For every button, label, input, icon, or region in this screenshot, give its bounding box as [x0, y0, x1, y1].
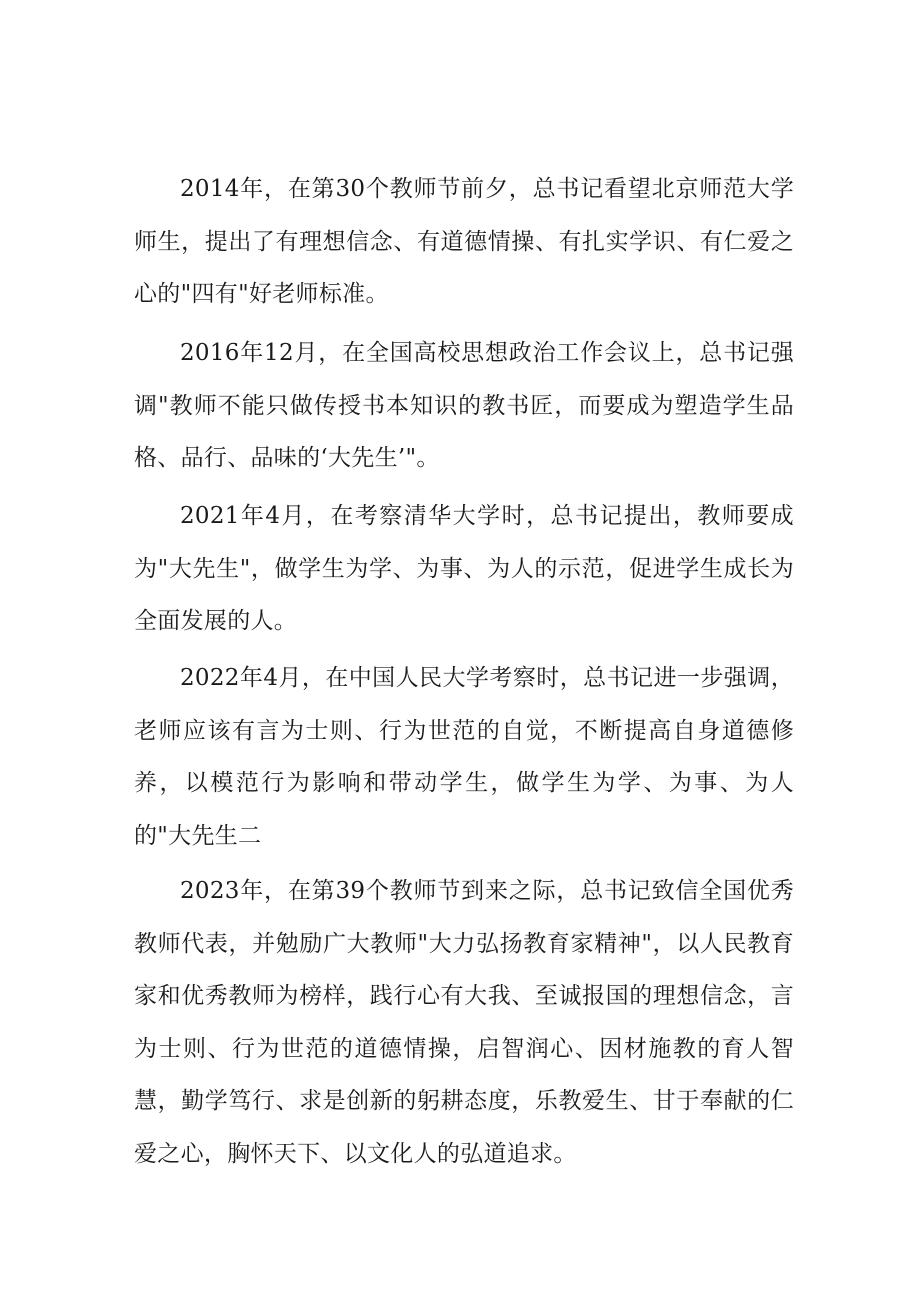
paragraph-2014: 2014年，在第30个教师节前夕，总书记看望北京师范大学师生，提出了有理想信念、有道德情操、有扎实学识、有仁爱之心的"四有"好老师标准。 [134, 176, 794, 307]
paragraph-2021: 2021年4月，在考察清华大学时，总书记提出，教师要成为"大先生"，做学生为学、为事、为人的示范，促进学生成长为全面发展的人。 [134, 503, 794, 634]
paragraph-2022: 2022年4月，在中国人民大学考察时，总书记进一步强调，老师应该有言为士则、行为世范的自觉，不断提高自身道德修养，以模范行为影响和带动学生，做学生为学、为事、为人的"大先生二 [134, 665, 794, 849]
paragraph-2023: 2023年，在第39个教师节到来之际，总书记致信全国优秀教师代表，并勉励广大教师"大力弘扬教育家精神"，以人民教育家和优秀教师为榜样，践行心有大我、至诚报国的理想信念，言为士则、行为世范的道德情操，启智润心、因材施教的育人智慧，勤学笃行、求是创新的躬耕态度，乐教爱生、甘于奉献的仁爱之心，胸怀天下、以文化人的弘道追求。 [134, 878, 794, 1167]
paragraph-2016: 2016年12月，在全国高校思想政治工作会议上，总书记强调"教师不能只做传授书本知识的教书匠，而要成为塑造学生品格、品行、品味的‘大先生’"。 [134, 340, 794, 471]
